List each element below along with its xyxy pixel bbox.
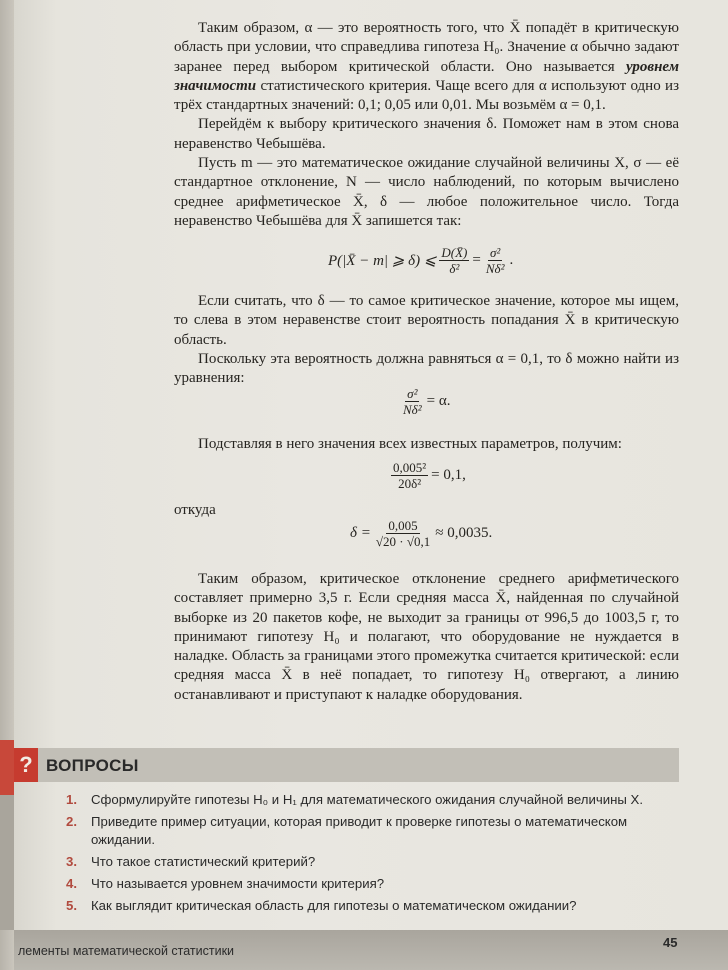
question-mark-icon: ? (14, 748, 38, 782)
questions-list (66, 791, 676, 919)
page-number: 45 (663, 935, 678, 950)
question-text: Что такое статистический критерий? (91, 854, 316, 869)
fraction-denominator: √20 · √0,1 (375, 534, 431, 549)
formula-substituted (388, 460, 466, 491)
footer-chapter-title: лементы математической статистики (18, 944, 235, 958)
questions-title: ВОПРОСЫ (46, 756, 139, 775)
fraction-variance (439, 245, 469, 276)
adjacent-page-red-tab (0, 740, 14, 795)
formula-equation (398, 386, 450, 417)
question-number: 5. (66, 898, 77, 913)
fraction-sigma (484, 245, 507, 276)
paragraph-critical-region: Если считать, что δ — то самое критическое значение, которое мы ищем, то слева в этом неравенстве стоит вероятность попадания X̄ в критическую область. (174, 293, 679, 348)
body-text-top (174, 19, 679, 231)
question-number: 1. (66, 792, 77, 807)
paragraph-conclusion: Таким образом, критическое отклонение среднего арифметического составляет примерно 3,5 г. Если средняя масса X̄, найденная по случайной выборке из 20 пакетов кофе, не выходит за границы от 996,5 до 1003,5 г, то принимают гипотезу H₀ и полагают, что оборудование не нуждается в наладке. Область за границами этого промежутка считается критической: если средняя масса X̄ в неё попадает, то гипотезу H₀ отвергают, а линию останавливают и приступают к наладке оборудования. (174, 571, 679, 703)
paragraph-1-end: статистического критерия. Чаще всего для α используют одно из трёх стандартных значений: 0,1; 0,05 или 0,01. Мы возьмём α = 0,1. (174, 77, 680, 114)
question-text: Приведите пример ситуации, которая приводит к проверке гипотезы о математическом ожидании. (91, 814, 628, 847)
fraction-denominator: δ² (449, 261, 460, 276)
fraction-delta (374, 518, 432, 549)
fraction-numerator: D(X̄) (441, 245, 468, 260)
question-item (66, 791, 676, 809)
equation-right-side: = α. (426, 393, 451, 409)
equation-right-side: ≈ 0,0035. (435, 525, 493, 541)
term-significance-level: уровнем значимости (174, 58, 679, 94)
adjacent-page-grey-tab (0, 795, 14, 930)
question-item (66, 813, 676, 849)
formula-chebyshev (328, 245, 513, 276)
paragraph-equation-intro: Поскольку эта вероятность должна равняться α = 0,1, то δ можно найти из уравнения: (174, 350, 679, 387)
fraction-numerator: σ² (407, 386, 418, 401)
question-item (66, 897, 676, 915)
paragraph-critical-value: Перейдём к выбору критического значения δ. Поможет нам в этом снова неравенство Чебышёва. (174, 116, 679, 152)
paragraph-substitute: Подставляя в него значения всех известных параметров, получим: (198, 436, 622, 452)
question-item (66, 875, 676, 893)
fraction-denominator: 20δ² (398, 476, 422, 491)
body-text-substitute (174, 435, 679, 454)
fraction-denominator: Nδ² (485, 261, 505, 276)
question-number: 2. (66, 814, 77, 829)
equals-sign: = (472, 252, 481, 268)
question-number: 4. (66, 876, 77, 891)
chebyshev-left: P(|X̄ − m| ⩾ δ) ⩽ (328, 253, 437, 269)
body-text-bottom (174, 570, 679, 705)
adjacent-page-edge (0, 0, 14, 970)
paragraph-significance (174, 19, 679, 115)
formula-period: . (509, 252, 514, 268)
delta-left: δ = (350, 525, 371, 541)
equation-right-side: = 0,1, (431, 467, 466, 483)
body-text-middle (174, 292, 679, 388)
fraction-sigma-eq (401, 386, 424, 417)
question-text: Что называется уровнем значимости критерия? (91, 876, 385, 891)
word-whence: откуда (174, 502, 216, 518)
question-text: Сформулируйте гипотезы H₀ и H₁ для математического ожидания случайной величины X. (91, 792, 643, 807)
paragraph-chebyshev-setup: Пусть m — это математическое ожидание случайной величины X, σ — её стандартное отклонение, N — число наблюдений, по которым вычислено среднее арифметическое X̄, δ — любое положительное число. Тогда неравенство Чебышёва для X̄ запишется так: (174, 155, 679, 229)
fraction-substituted (391, 460, 428, 491)
question-item (66, 853, 676, 871)
fraction-denominator: Nδ² (403, 402, 422, 417)
paragraph-1-text: Таким образом, α — это вероятность того, что X̄ попадёт в критическую область при условии, что справедлива гипотеза H₀. Значение α обычно задают заранее перед выбором критической области. Оно называется (174, 20, 679, 75)
question-number: 3. (66, 854, 77, 869)
fraction-numerator: 0,005 (388, 518, 418, 533)
fraction-numerator: 0,005² (393, 460, 427, 475)
formula-delta (350, 518, 492, 549)
question-text: Как выглядит критическая область для гипотезы о математическом ожидании? (91, 898, 577, 913)
fraction-numerator: σ² (490, 245, 501, 260)
